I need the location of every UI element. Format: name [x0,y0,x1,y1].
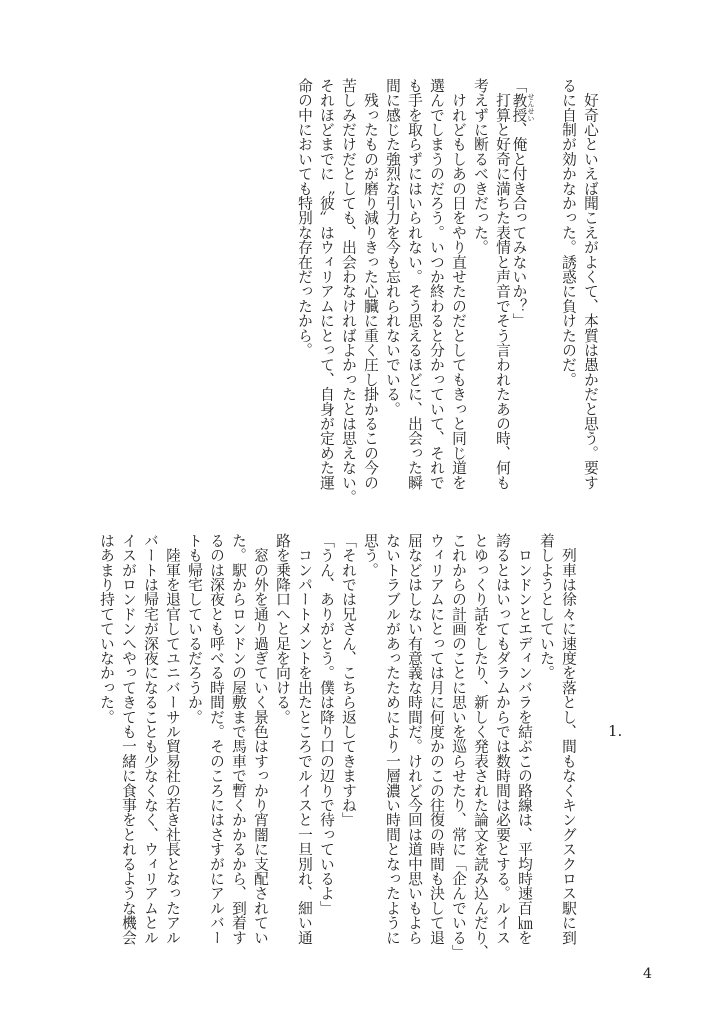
text-line: 路を乗降口へと足を向ける。 [274,533,291,725]
text-line: はあまり持てていなかった。 [98,533,115,725]
text-line: 「うん、ありがとう。僕は降り口の辺りで待っているよ」 [318,533,335,916]
text-line: バートは帰宅が深夜になることも少なくなく、ウィリアムとル [142,533,159,945]
text-line: 命の中においても特別な存在だったから。 [296,78,313,358]
text-line: これからの計画のことに思いを巡らせたり、常に「企んでいる」 [450,533,467,960]
text-line: るのは深夜とも呼べる時間だ。そのころにはさすがにアルバー [208,533,225,945]
bottom-text-block [95,533,579,960]
text-line: も手を取らずにはいられない。そう思えるほどに、出会った瞬 [406,78,423,490]
text-line: コンパートメントを出たところでルイスと一旦別れ、細い通 [296,533,313,945]
quote-prefix: 「 [510,78,528,93]
text-line: 「それでは兄さん、こちら返してきますね」 [340,533,357,827]
text-line: 打算と好奇に満ちた表情と声音でそう言われたあの時、何も [494,78,511,490]
text-line: 考えずに断るべきだった。 [472,78,489,255]
text-line: 屈などはしない有意義な時間だ。けれど今回は道中思いもよら [406,533,423,945]
chapter-heading: 1. [608,722,623,740]
text-line: 着しようとしていた。 [538,533,555,680]
text-line: ないトラブルがあったためにより一層濃い時間となったように [384,533,401,945]
page-number: 4 [643,966,652,982]
text-line: 列車は徐々に速度を落とし、間もなくキングスクロス駅に到 [560,533,577,945]
ruby-base: 教授 [510,92,528,123]
text-line: けれどもしあの日をやり直せたのだとしてもきっと同じ道を [450,78,467,490]
text-line: 陸軍を退官してユニバーサル貿易社の若き社長となったアル [164,533,181,945]
top-text-block [293,78,601,505]
text-line: 残ったものが磨り減りきった心臓に重く圧し掛かるこの今の [362,78,379,490]
text-line: た。駅からロンドンの屋敷まで馬車で暫くかかるから、到着す [230,533,247,945]
ruby-reading: せんせい [527,92,535,123]
text-line: 苦しみだけだとしても、出会わなければよかったとは思えない。 [340,78,357,505]
dialogue-line-with-ruby [510,78,535,498]
text-line: トも帰宅しているだろうか。 [186,533,203,725]
text-line: それほどまでに〝彼〟はウィリアムにとって、自身が定めた運 [318,78,335,490]
quote-suffix: 、俺と付き合ってみないか？」 [510,122,528,328]
text-line: 誇るとはいってもダラムからでは数時間は必要とする。ルイス [494,533,511,945]
text-line: 窓の外を通り過ぎていく景色はすっかり宵闇に支配されてい [252,533,269,945]
text-line: 選んでしまうのだろう。いつか終わると分かっていて、それで [428,78,445,490]
text-line: 間に感じた強烈な引力を今も忘れられないでいる。 [384,78,401,417]
text-line: 思う。 [362,533,379,578]
text-line: 好奇心といえば聞こえがよくて、本質は愚かだと思う。要す [582,78,599,490]
text-line: るに自制が効かなかった。誘惑に負けたのだ。 [560,78,577,387]
text-line: ウィリアムにとっては月に何度かのこの往復の時間も決して退 [428,533,445,945]
text-line: イスがロンドンへやってきても一緒に食事をとれるような機会 [120,533,137,945]
ruby-word [510,92,535,123]
text-line: ロンドンとエディンバラを結ぶこの路線は、平均時速百㎞を [516,533,533,945]
text-line: とゆっくり話をしたり、新しく発表された論文を読み込んだり、 [472,533,489,960]
